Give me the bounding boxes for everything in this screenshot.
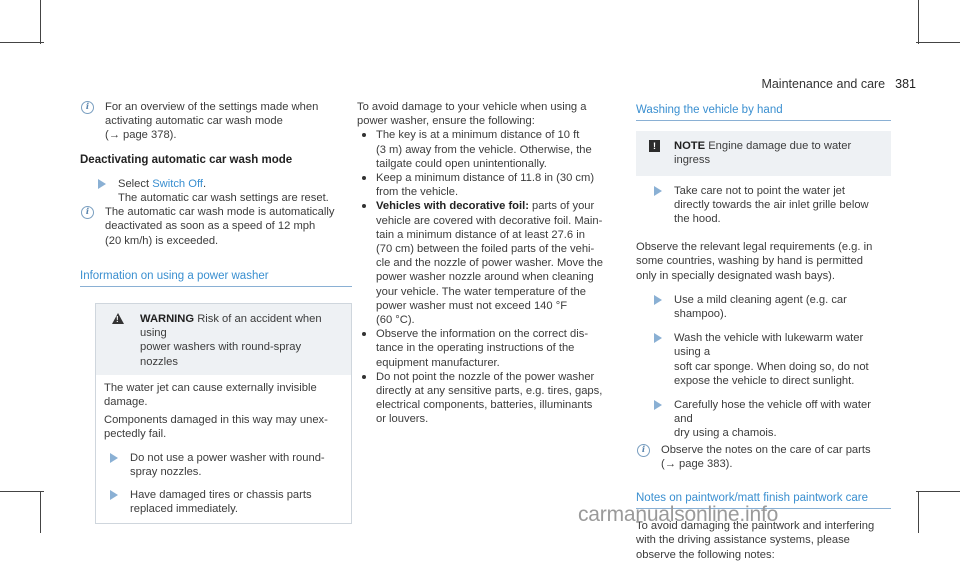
arrow-icon (98, 179, 106, 189)
text-line: Do not point the nozzle of the power washer (376, 370, 595, 383)
info-icon: i (81, 101, 94, 114)
text-line: Do not use a power washer with round- (130, 451, 325, 464)
text-line: dry using a chamois. (674, 427, 777, 440)
note-label: NOTE (674, 140, 706, 153)
text-line: Observe the relevant legal requirements (e.g. in (636, 241, 873, 254)
exclamation-icon: ! (649, 140, 660, 152)
crop-mark (918, 0, 919, 44)
crop-mark (40, 491, 41, 533)
crop-mark (918, 491, 919, 533)
warning-icon: ! (112, 313, 124, 324)
text-line: The water jet can cause externally invisible (104, 381, 317, 394)
crop-mark (0, 42, 44, 43)
crop-mark (40, 0, 41, 44)
text-line: (3 m) away from the vehicle. Otherwise, the (376, 143, 592, 156)
text-line: soft car sponge. When doing so, do not (674, 360, 869, 373)
warning-header (96, 304, 351, 375)
text-line: the hood. (674, 213, 721, 226)
text-line: To avoid damaging the paintwork and interfering (636, 520, 875, 533)
warning-box (95, 303, 352, 524)
text-line: Wash the vehicle with lukewarm water using a (674, 332, 864, 359)
text-line: only in specially designated wash bays). (636, 269, 835, 282)
text-line: tailgate could open unintentionally. (376, 157, 547, 170)
list-item (357, 370, 607, 427)
text-line: power washers with round-spray nozzles (140, 341, 302, 368)
bullet-icon (362, 133, 366, 137)
text-span: Engine damage due to water ingress (674, 140, 852, 167)
step (636, 331, 891, 388)
step (636, 293, 891, 321)
text-line: with the driving assistance systems, please (636, 534, 850, 547)
note-header (636, 131, 891, 175)
section-title: Washing the vehicle by hand (636, 103, 891, 121)
text-line: deactivated as soon as a speed of 12 mph (105, 220, 316, 233)
text-line: vehicle are covered with decorative foil. Main- (376, 214, 603, 227)
arrow-icon (110, 490, 118, 500)
warning-label: WARNING (140, 313, 195, 326)
text-line: (20 km/h) is exceeded. (105, 234, 219, 247)
text-line: or louvers. (376, 413, 429, 426)
step (80, 177, 352, 205)
text-line: replaced immediately. (130, 503, 238, 516)
subheading: Deactivating automatic car wash mode (80, 153, 293, 166)
text-line: power washer must not exceed 140 °F (376, 299, 568, 312)
text-line: Components damaged in this way may unex- (104, 414, 328, 427)
text-line: electrical components, batteries, illuminants (376, 399, 593, 412)
step (104, 451, 343, 479)
text-line: expose the vehicle to direct sunlight. (674, 374, 855, 387)
section-title: Notes on paintwork/matt finish paintwork care (636, 491, 891, 509)
text-span: parts of your (528, 200, 595, 213)
text-line: observe the following notes: (636, 548, 775, 561)
arrow-icon (110, 453, 118, 463)
info-note (80, 100, 352, 143)
text-line: damage. (104, 396, 148, 409)
text-line: Use a mild cleaning agent (e.g. car shampoo). (674, 293, 847, 321)
crop-mark (0, 491, 44, 492)
text-line: directly at any sensitive parts, e.g. tires, gaps, (376, 385, 603, 398)
text-line: To avoid damage to your vehicle when using a (357, 101, 587, 113)
bullet-icon (362, 204, 366, 208)
text-line: tance in the operating instructions of the (376, 342, 575, 355)
text-line: directly towards the air inlet grille below (674, 198, 869, 211)
page-reference-link[interactable]: (→ page 378). (105, 129, 177, 142)
list-item (357, 128, 607, 171)
info-note (80, 205, 352, 248)
running-header (761, 77, 916, 91)
bullet-icon (362, 176, 366, 180)
column-right (636, 103, 891, 562)
step (636, 398, 891, 441)
text-line: (70 cm) between the foiled parts of the vehi- (376, 243, 595, 256)
crop-mark (916, 491, 960, 492)
text-span: Risk of an accident when using (140, 313, 322, 340)
column-left (80, 100, 352, 524)
text-line: activating automatic car wash mode (105, 115, 283, 128)
arrow-icon (654, 186, 662, 196)
text-line: tain a minimum distance of at least 27.6 in (376, 228, 585, 241)
text-line: The automatic car wash settings are reset. (118, 192, 329, 205)
list-item (357, 171, 607, 199)
text-line: from the vehicle. (376, 186, 459, 199)
text-line: For an overview of the settings made when (105, 101, 319, 113)
text-line: equipment manufacturer. (376, 356, 500, 369)
note-box (636, 131, 891, 228)
text-line: cle and the nozzle of power washer. Move the (376, 257, 603, 270)
text-line: pectedly fail. (104, 428, 167, 441)
text-line: Have damaged tires or chassis parts (130, 489, 312, 502)
page-reference-link[interactable]: (→ page 383). (661, 457, 733, 470)
step (104, 488, 343, 516)
arrow-icon (654, 295, 662, 305)
column-middle (357, 100, 607, 427)
bold-label: Vehicles with decorative foil: (376, 200, 529, 213)
text-line: some countries, washing by hand is permitted (636, 255, 863, 268)
arrow-icon (654, 400, 662, 410)
arrow-icon (654, 333, 662, 343)
info-icon: i (637, 444, 650, 457)
text-line: power washer nozzle around when cleaning (376, 271, 594, 284)
watermark: carmanualsonline.info (578, 503, 779, 526)
list-item (357, 199, 607, 327)
info-icon: i (81, 206, 94, 219)
section-title: Information on using a power washer (80, 269, 352, 287)
list-item (357, 327, 607, 370)
text-line: Observe the information on the correct dis- (376, 328, 589, 341)
text-line: spray nozzles. (130, 465, 202, 478)
text-line: Observe the notes on the care of car parts (661, 443, 871, 456)
step (636, 184, 891, 227)
bullet-icon (362, 332, 366, 336)
text-line: The key is at a minimum distance of 10 ft (376, 129, 580, 142)
header-title: Maintenance and care (761, 77, 886, 91)
info-note (636, 443, 891, 471)
text-line: Take care not to point the water jet (674, 184, 846, 197)
text-line: your vehicle. The water temperature of the (376, 285, 586, 298)
text-line: Carefully hose the vehicle off with water and (674, 399, 871, 426)
text-line: Keep a minimum distance of 11.8 in (30 cm) (376, 172, 595, 185)
text-line: The automatic car wash mode is automatically (105, 206, 335, 219)
text-line: power washer, ensure the following: (357, 115, 535, 128)
page-number: 381 (895, 77, 916, 91)
bullet-icon (362, 375, 366, 379)
crop-mark (916, 42, 960, 43)
menu-item-link[interactable]: Switch Off (152, 177, 203, 190)
text-span: . (202, 177, 207, 190)
text-span: Select (118, 177, 153, 190)
text-line: (60 °C). (376, 314, 415, 327)
